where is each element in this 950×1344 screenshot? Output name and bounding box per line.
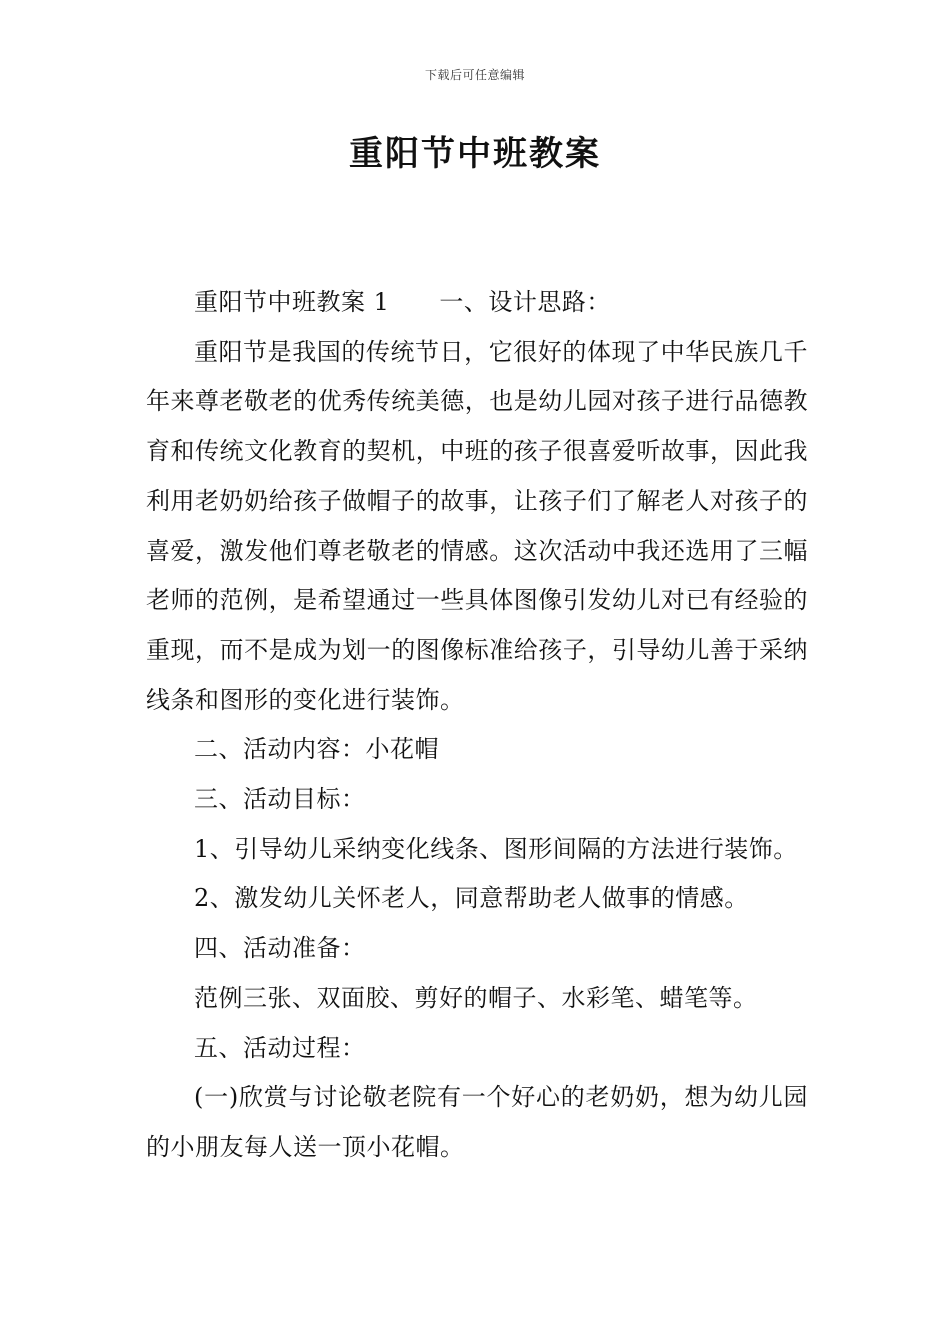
lesson-number-label: 重阳节中班教案 1 bbox=[194, 288, 390, 316]
paragraph-preparation-list: 范例三张、双面胶、剪好的帽子、水彩笔、蜡笔等。 bbox=[194, 983, 758, 1012]
paragraph-activity-goals-heading: 三、活动目标： bbox=[194, 785, 366, 814]
design-idea-heading: 一、设计思路： bbox=[439, 288, 611, 316]
header-note: 下载后可任意编辑 bbox=[424, 68, 525, 82]
section-heading-line bbox=[146, 278, 808, 328]
document-body bbox=[146, 278, 808, 1173]
paragraph-process-step-1: (一)欣赏与讨论敬老院有一个好心的老奶奶，想为幼儿园的小朋友每人送一顶小花帽。 bbox=[146, 1083, 808, 1161]
paragraph-activity-content: 二、活动内容：小花帽 bbox=[194, 735, 439, 764]
paragraph-goal-2: 2、激发幼儿关怀老人，同意帮助老人做事的情感。 bbox=[194, 884, 749, 913]
paragraph-goal-1: 1、引导幼儿采纳变化线条、图形间隔的方法进行装饰。 bbox=[194, 834, 798, 863]
document-title: 重阳节中班教案 bbox=[349, 134, 601, 174]
paragraph-design-idea: 重阳节是我国的传统节日，它很好的体现了中华民族几千年来尊老敬老的优秀传统美德，也是幼儿园对孩子进行品德教育和传统文化教育的契机，中班的孩子很喜爱听故事，因此我利用老奶奶给孩子做帽子的故事，让孩子们了解老人对孩子的喜爱，激发他们尊老敬老的情感。这次活动中我还选用了三幅老师的范例，是希望通过一些具体图像引发幼儿对已有经验的重现，而不是成为划一的图像标准给孩子，引导幼儿善于采纳线条和图形的变化进行装饰。 bbox=[146, 337, 808, 714]
paragraph-process-heading: 五、活动过程： bbox=[194, 1033, 366, 1062]
paragraph-preparation-heading: 四、活动准备： bbox=[194, 934, 366, 963]
